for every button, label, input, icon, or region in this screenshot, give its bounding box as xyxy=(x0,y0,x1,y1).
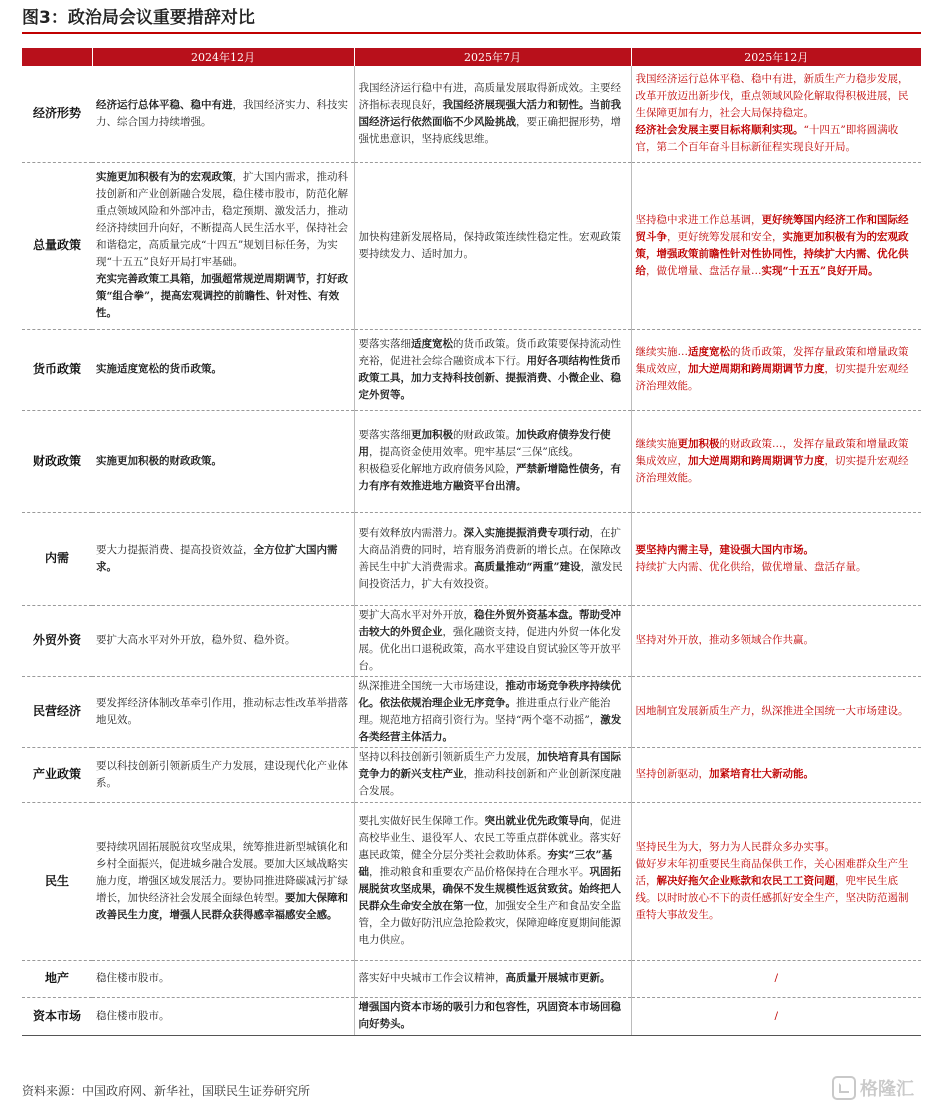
row-category: 货币政策 xyxy=(22,329,92,410)
text-run: 继续实施… xyxy=(635,346,688,358)
cell-paragraph xyxy=(359,970,627,987)
table-row xyxy=(22,960,921,997)
cell-c3 xyxy=(631,747,921,802)
cell-paragraph xyxy=(96,970,350,987)
text-run: 因地制宜发展新质生产力，纵深推进全国统一大市场建设。 xyxy=(635,705,909,717)
cell-paragraph xyxy=(636,703,918,720)
cell-paragraph xyxy=(359,999,627,1033)
text-run: 积极稳妥化解地方政府债务风险， xyxy=(358,463,516,475)
text-run: 要发挥经济体制改革牵引作用，推动标志性改革举措落地见效。 xyxy=(96,696,348,726)
cell-c2 xyxy=(354,960,631,997)
cell-paragraph xyxy=(96,169,350,271)
cell-c1 xyxy=(92,960,354,997)
cell-paragraph xyxy=(359,336,627,404)
text-run: 要持续巩固拓展脱贫攻坚成果，统筹推进新型城镇化和乡村全面振兴，促进城乡融合发展。要加大区域战略实施力度，增强区域发展活力。要协同推进降碳减污扩绿增长，加快经济社会发展全面绿色转型。 xyxy=(96,840,348,904)
text-run: ，要正确把握形势，增强忧患意识，坚持底线思维。 xyxy=(358,115,621,145)
bold-text: 夯实“三农”基础 xyxy=(358,849,613,878)
cell-paragraph xyxy=(96,453,350,470)
cell-c1 xyxy=(92,997,354,1035)
text-run: ，兜牢民生底线。以时时放心不下的责任感抓好安全生产，坚决防范遏制重特大事故发生。 xyxy=(635,874,909,921)
text-run: ，促进高校毕业生、退役军人、农民工等重点群体就业。落实好惠民政策，健全分层分类社会救助体系。 xyxy=(358,815,621,861)
row-category: 总量政策 xyxy=(22,162,92,329)
cell-c2 xyxy=(354,410,631,512)
text-run: 纵深推进全国统一大市场建设， xyxy=(358,679,506,692)
bold-text: 实施适度宽松的货币政策。 xyxy=(96,363,222,375)
bold-text: 加快政府债券发行使用 xyxy=(358,429,611,458)
text-run: ，加强安全生产和食品安全监管，全力做好防汛应急抢险救灾，保障迎峰度夏期间能源电力供应。 xyxy=(358,900,621,946)
cell-c1 xyxy=(92,605,354,676)
text-run: 要大力提振消费、提高投资效益， xyxy=(96,543,254,556)
cell-paragraph xyxy=(359,678,627,746)
text-run: ，在扩大商品消费的同时，培育服务消费新的增长点。在保障改善民生中扩大消费需求。 xyxy=(358,526,621,573)
text-run: ，激发民间投资活力，扩大有效投资。 xyxy=(358,560,623,590)
text-run: 坚持民生为大，努力为人民群众多办实事。 xyxy=(635,840,835,853)
table-row xyxy=(22,997,921,1035)
row-category: 经济形势 xyxy=(22,66,92,162)
text-run: ，强化融资支持，促进内外贸一体化发展。优化出口退税政策，高水平建设自贸试验区等开放平台。 xyxy=(358,625,621,672)
bold-text: 适度宽松 xyxy=(411,337,453,350)
text-run: ，扩大国内需求，推动科技创新和产业创新融合发展，稳住楼市股市，防范化解重点领域风险和外部冲击，稳定预期、激发活力，推动经济持续回升向好，不断提高人民生活水平，保持社会和谐稳定，高质量完成“十四五”规划目标任务，为实现“十五五”良好开局打牢基础。 xyxy=(96,171,348,268)
text-run: 要落实落细 xyxy=(358,337,411,350)
bold-text: 更好统筹国内经济工作和国际经贸斗争 xyxy=(635,213,909,243)
bold-text: 加紧培育壮大新动能。 xyxy=(709,768,814,780)
table-row xyxy=(22,747,921,802)
cell-paragraph xyxy=(636,766,918,783)
header-2025-07: 2025年7月 xyxy=(354,48,631,66)
table-row xyxy=(22,802,921,960)
bold-text: 经济运行总体平稳、稳中有进 xyxy=(96,98,233,111)
cell-c1 xyxy=(92,66,354,162)
cell-paragraph xyxy=(96,361,350,378)
cell-c2 xyxy=(354,512,631,605)
cell-c3 xyxy=(631,162,921,329)
bold-text: 经济社会发展主要目标将顺利实现。 xyxy=(635,124,804,137)
text-run: 推进重点行业产能治理。规范地方招商引资行为。坚持“两个毫不动摇”， xyxy=(358,696,611,726)
cell-paragraph xyxy=(359,607,627,675)
cell-c2 xyxy=(354,676,631,747)
text-run: 要落实落细 xyxy=(358,429,411,441)
cell-c3 xyxy=(631,410,921,512)
text-run: 坚持对外开放，推动多领域合作共赢。 xyxy=(635,634,814,646)
cell-paragraph xyxy=(636,542,918,559)
text-run: ，推动粮食和重要农产品价格保持在合理水平。 xyxy=(369,866,590,878)
row-category: 产业政策 xyxy=(22,747,92,802)
cell-c1 xyxy=(92,676,354,747)
cell-paragraph xyxy=(636,436,918,487)
row-category: 内需 xyxy=(22,512,92,605)
row-category: 外贸外资 xyxy=(22,605,92,676)
figure-title-bar xyxy=(22,6,921,34)
text-run: ，推动科技创新和产业创新深度融合发展。 xyxy=(358,768,621,797)
bold-text: 突出就业优先政策导向 xyxy=(484,815,590,827)
text-run: 我国经济运行稳中有进，高质量发展取得新成效。主要经济指标表现良好， xyxy=(358,81,621,111)
cell-paragraph xyxy=(96,695,350,729)
bold-text: 用好各项结构性货币政策工具，加力支持科技创新、提振消费、小微企业、稳定外贸等。 xyxy=(358,354,621,401)
source-note: 资料来源：中国政府网、新华社，国联民生证券研究所 xyxy=(22,1084,311,1098)
bold-text: 要加大保障和改善民生力度，增强人民群众获得感幸福感安全感。 xyxy=(96,891,348,921)
text-run: 持续扩大内需、优化供给，做优增量、盘活存量。 xyxy=(635,560,867,573)
bold-text: 严禁新增隐性债务，有力有序有效推进地方融资平台出清。 xyxy=(358,463,621,492)
cell-paragraph xyxy=(96,1008,350,1025)
text-run: 继续实施 xyxy=(635,437,678,450)
table-row xyxy=(22,605,921,676)
text-run: 我国经济运行总体平稳、稳中有进，新质生产力稳步发展，改革开放迈出新步伐，重点领域风险化解取得积极进展，民生保障更加有力，社会大局保持稳定。 xyxy=(635,73,909,120)
cell-paragraph xyxy=(96,97,350,131)
table-row xyxy=(22,676,921,747)
bold-text: 高质量开展城市更新。 xyxy=(505,972,611,984)
cell-c3 xyxy=(631,605,921,676)
cell-paragraph xyxy=(636,122,918,156)
text-run: 要扩大高水平对外开放， xyxy=(358,608,474,621)
row-category: 民生 xyxy=(22,802,92,960)
bold-text: 推动市场竞争秩序持续优化。依法依规治理企业无序竞争。 xyxy=(358,679,621,709)
cell-c1 xyxy=(92,802,354,960)
text-run: 加快构建新发展格局，保持政策连续性稳定性。宏观政策要持续发力、适时加力。 xyxy=(358,230,621,260)
watermark-text: 格隆汇 xyxy=(860,1079,914,1100)
cell-paragraph xyxy=(359,813,627,949)
bold-text: 高质量推动“两重”建设 xyxy=(474,560,581,573)
cell-paragraph xyxy=(96,839,350,924)
header-2024-12: 2024年12月 xyxy=(92,48,354,66)
bold-text: 加大逆周期和跨周期调节力度 xyxy=(688,363,825,375)
cell-paragraph xyxy=(636,71,918,122)
cell-c2 xyxy=(354,329,631,410)
text-run: ，做优增量、盘活存量… xyxy=(646,264,762,277)
bold-text: 深入实施提振消费专项行动 xyxy=(463,526,590,539)
bold-text: 增强国内资本市场的吸引力和包容性，巩固资本市场回稳向好势头。 xyxy=(358,1001,621,1030)
bold-text: 更加积极 xyxy=(411,429,453,441)
text-run: “十四五”即将圆满收官，第二个百年奋斗目标新征程实现良好开局。 xyxy=(635,124,899,154)
text-run: ，切实提升宏观经济治理效能。 xyxy=(635,363,909,392)
cell-paragraph xyxy=(359,525,627,593)
cell-paragraph xyxy=(636,559,918,576)
table-row xyxy=(22,162,921,329)
bold-text: 实施更加积极有为的宏观政策，增强政策前瞻性针对性协同性，持续扩大内需、优化供给 xyxy=(635,230,909,277)
cell-paragraph xyxy=(359,80,627,148)
bold-text: 实施更加积极有为的宏观政策 xyxy=(96,171,233,183)
bold-text: 我国经济展现强大活力和韧性。当前我国经济运行依然面临不少风险挑战 xyxy=(358,98,621,128)
cell-paragraph xyxy=(359,427,627,461)
bold-text: 加快培育具有国际竞争力的新兴支柱产业 xyxy=(358,751,621,780)
cell-c2 xyxy=(354,997,631,1035)
table-row xyxy=(22,410,921,512)
cell-c3 xyxy=(631,512,921,605)
cell-c3 xyxy=(631,329,921,410)
cell-c2 xyxy=(354,747,631,802)
cell-paragraph xyxy=(636,344,918,395)
bold-text: 更加积极 xyxy=(677,437,720,450)
logo-mark-icon xyxy=(832,1076,856,1100)
cell-paragraph xyxy=(359,461,627,495)
bold-text: 激发各类经营主体活力。 xyxy=(358,713,622,743)
text-run: 的货币政策。货币政策要保持流动性充裕，促进社会综合融资成本下行。 xyxy=(358,337,621,367)
cell-paragraph xyxy=(359,749,627,800)
cell-paragraph xyxy=(359,229,627,263)
bold-text: 实施更加积极的财政政策。 xyxy=(96,454,222,467)
header-category xyxy=(22,48,92,66)
text-run: 坚持创新驱动， xyxy=(635,768,709,780)
table-header-row xyxy=(22,48,921,66)
text-run: 要有效释放内需潜力。 xyxy=(358,526,464,539)
text-run: ，更好统筹发展和安全， xyxy=(667,230,783,243)
cell-c2 xyxy=(354,162,631,329)
bold-text: 要坚持内需主导，建设强大国内市场。 xyxy=(635,543,814,556)
text-run: 的财政政策。 xyxy=(453,429,516,441)
row-category: 民营经济 xyxy=(22,676,92,747)
text-run: 坚持以科技创新引领新质生产力发展， xyxy=(358,751,537,763)
cell-c1 xyxy=(92,410,354,512)
text-run: 要扩大高水平对外开放，稳外贸、稳外资。 xyxy=(96,634,296,646)
text-run: 的财政政策…，发挥存量政策和增量政策集成效应， xyxy=(635,437,909,467)
cell-paragraph xyxy=(96,542,350,576)
table-row xyxy=(22,66,921,162)
cell-c3 xyxy=(631,676,921,747)
cell-paragraph xyxy=(96,758,350,792)
bold-text: 全方位扩大国内需求。 xyxy=(96,543,338,573)
text-run: 稳住楼市股市。 xyxy=(96,1009,170,1022)
bold-text: 实现“十五五”良好开局。 xyxy=(761,264,879,277)
row-category: 财政政策 xyxy=(22,410,92,512)
bold-text: 稳住外贸外资基本盘。帮助受冲击较大的外贸企业 xyxy=(358,608,621,638)
cell-c2 xyxy=(354,802,631,960)
table-body xyxy=(22,66,921,1035)
cell-paragraph xyxy=(96,271,350,322)
text-run: 要以科技创新引领新质生产力发展，建设现代化产业体系。 xyxy=(96,759,348,789)
cell-c1 xyxy=(92,512,354,605)
text-run: 的货币政策，发挥存量政策和增量政策集成效应， xyxy=(635,346,909,375)
text-run: 坚持稳中求进工作总基调， xyxy=(635,213,762,226)
cell-paragraph xyxy=(636,632,918,649)
row-category: 资本市场 xyxy=(22,997,92,1035)
cell-c1 xyxy=(92,162,354,329)
bold-text: 巩固拓展脱贫攻坚成果，确保不发生规模性返贫致贫。始终把人民群众生命安全放在第一位 xyxy=(358,866,621,912)
cell-c1 xyxy=(92,747,354,802)
cell-c3: / xyxy=(631,997,921,1035)
cell-c3: / xyxy=(631,960,921,997)
text-run: 要扎实做好民生保障工作。 xyxy=(358,815,485,827)
comparison-table xyxy=(22,48,921,1036)
cell-paragraph xyxy=(96,632,350,649)
bold-text: 解决好拖欠企业账款和农民工工资问题 xyxy=(656,874,835,887)
cell-c3 xyxy=(631,802,921,960)
figure-title: 图3：政治局会议重要措辞对比 xyxy=(22,8,255,28)
text-run: 稳住楼市股市。 xyxy=(96,972,170,984)
table-row xyxy=(22,329,921,410)
cell-c1 xyxy=(92,329,354,410)
watermark-logo xyxy=(832,1072,932,1104)
text-run: 做好岁末年初重要民生商品保供工作，关心困难群众生产生活， xyxy=(635,857,909,887)
header-2025-12: 2025年12月 xyxy=(631,48,921,66)
cell-c2 xyxy=(354,605,631,676)
cell-c2 xyxy=(354,66,631,162)
text-run: ，切实提升宏观经济治理效能。 xyxy=(635,454,909,484)
text-run: 落实好中央城市工作会议精神， xyxy=(358,972,506,984)
text-run: ，提高资金使用效率。兜牢基层“三保”底线。 xyxy=(369,446,580,458)
text-run: ，我国经济实力、科技实力、综合国力持续增强。 xyxy=(96,98,348,128)
bold-text: 充实完善政策工具箱，加强超常规逆周期调节，打好政策“组合拳”，提高宏观调控的前瞻性、针对性、有效性。 xyxy=(96,273,348,319)
table-row xyxy=(22,512,921,605)
cell-paragraph xyxy=(636,839,918,856)
row-category: 地产 xyxy=(22,960,92,997)
cell-paragraph xyxy=(636,856,918,924)
bold-text: 适度宽松 xyxy=(688,346,730,358)
cell-paragraph xyxy=(636,212,918,280)
bold-text: 加大逆周期和跨周期调节力度 xyxy=(688,454,825,467)
cell-c3 xyxy=(631,66,921,162)
